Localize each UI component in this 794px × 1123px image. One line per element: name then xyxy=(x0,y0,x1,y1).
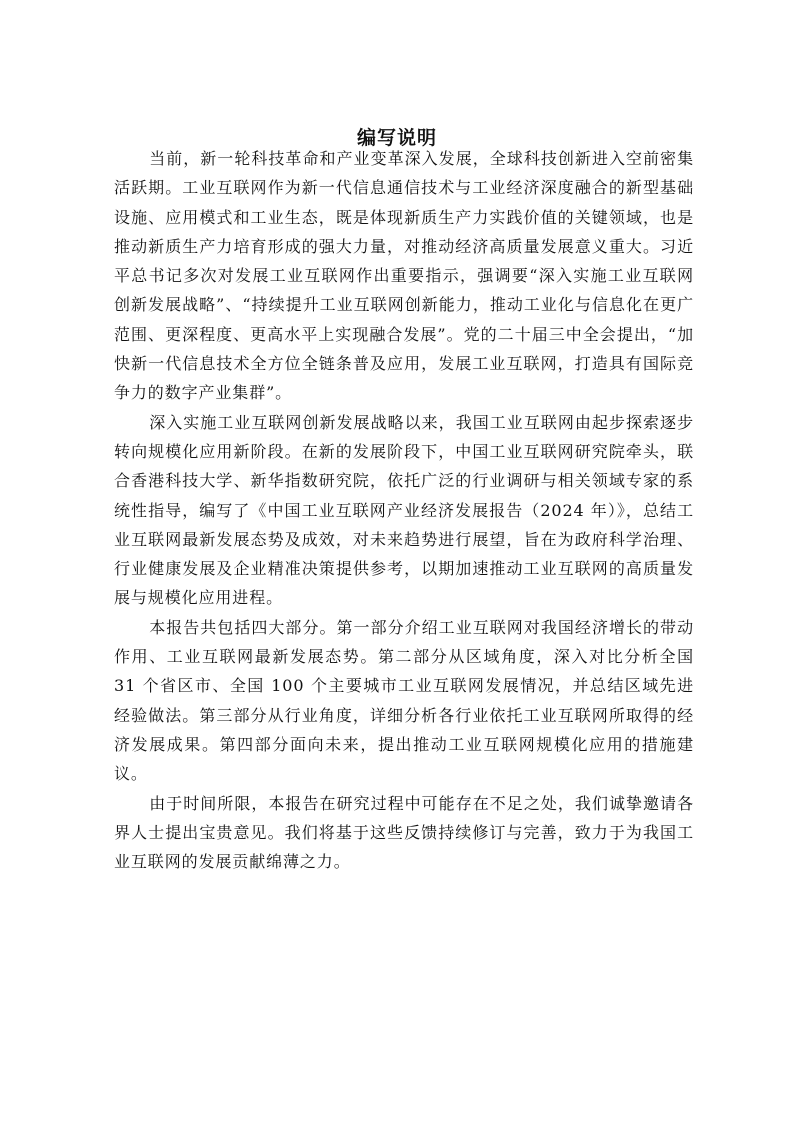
paragraph-intro: 当前，新一轮科技革命和产业变革深入发展，全球科技创新进入空前密集活跃期。工业互联网作为新一代信息通信技术与工业经济深度融合的新型基础设施、应用模式和工业生态，既是体现新质生产力实践价值的关键领域，也是推动新质生产力培育形成的强大力量，对推动经济高质量发展意义重大。习近平总书记多次对发展工业互联网作出重要指示，强调要“深入实施工业互联网创新发展战略”、“持续提升工业互联网创新能力，推动工业化与信息化在更广范围、更深程度、更高水平上实现融合发展”。党的二十届三中全会提出，“加快新一代信息技术全方位全链条普及应用，发展工业互联网，打造具有国际竞争力的数字产业集群”。 xyxy=(114,149,694,403)
paragraph-background: 深入实施工业互联网创新发展战略以来，我国工业互联网由起步探索逐步转向规模化应用新阶段。在新的发展阶段下，中国工业互联网研究院牵头，联合香港科技大学、新华指数研究院，依托广泛的行业调研与相关领域专家的系统性指导，编写了《中国工业互联网产业经济发展报告（2024 年）》，总结工业互联网最新发展态势及成效，对未来趋势进行展望，旨在为政府科学治理、行业健康发展及企业精准决策提供参考，以期加速推动工业互联网的高质量发展与规模化应用进程。 xyxy=(114,412,694,608)
document-body xyxy=(114,144,694,876)
paragraph-structure: 本报告共包括四大部分。第一部分介绍工业互联网对我国经济增长的带动作用、工业互联网最新发展态势。第二部分从区域角度，深入对比分析全国 31 个省区市、全国 100 个主要城市工业互联网发展情况，并总结区域先进经验做法。第三部分从行业角度，详细分析各行业依托工业互联网所取得的经济发展成果。第四部分面向未来，提出推动工业互联网规模化应用的措施建议。 xyxy=(114,617,694,784)
paragraph-closing: 由于时间所限，本报告在研究过程中可能存在不足之处，我们诚挚邀请各界人士提出宝贵意见。我们将基于这些反馈持续修订与完善，致力于为我国工业互联网的发展贡献绵薄之力。 xyxy=(114,793,694,872)
page-title: 编写说明 xyxy=(356,126,437,149)
